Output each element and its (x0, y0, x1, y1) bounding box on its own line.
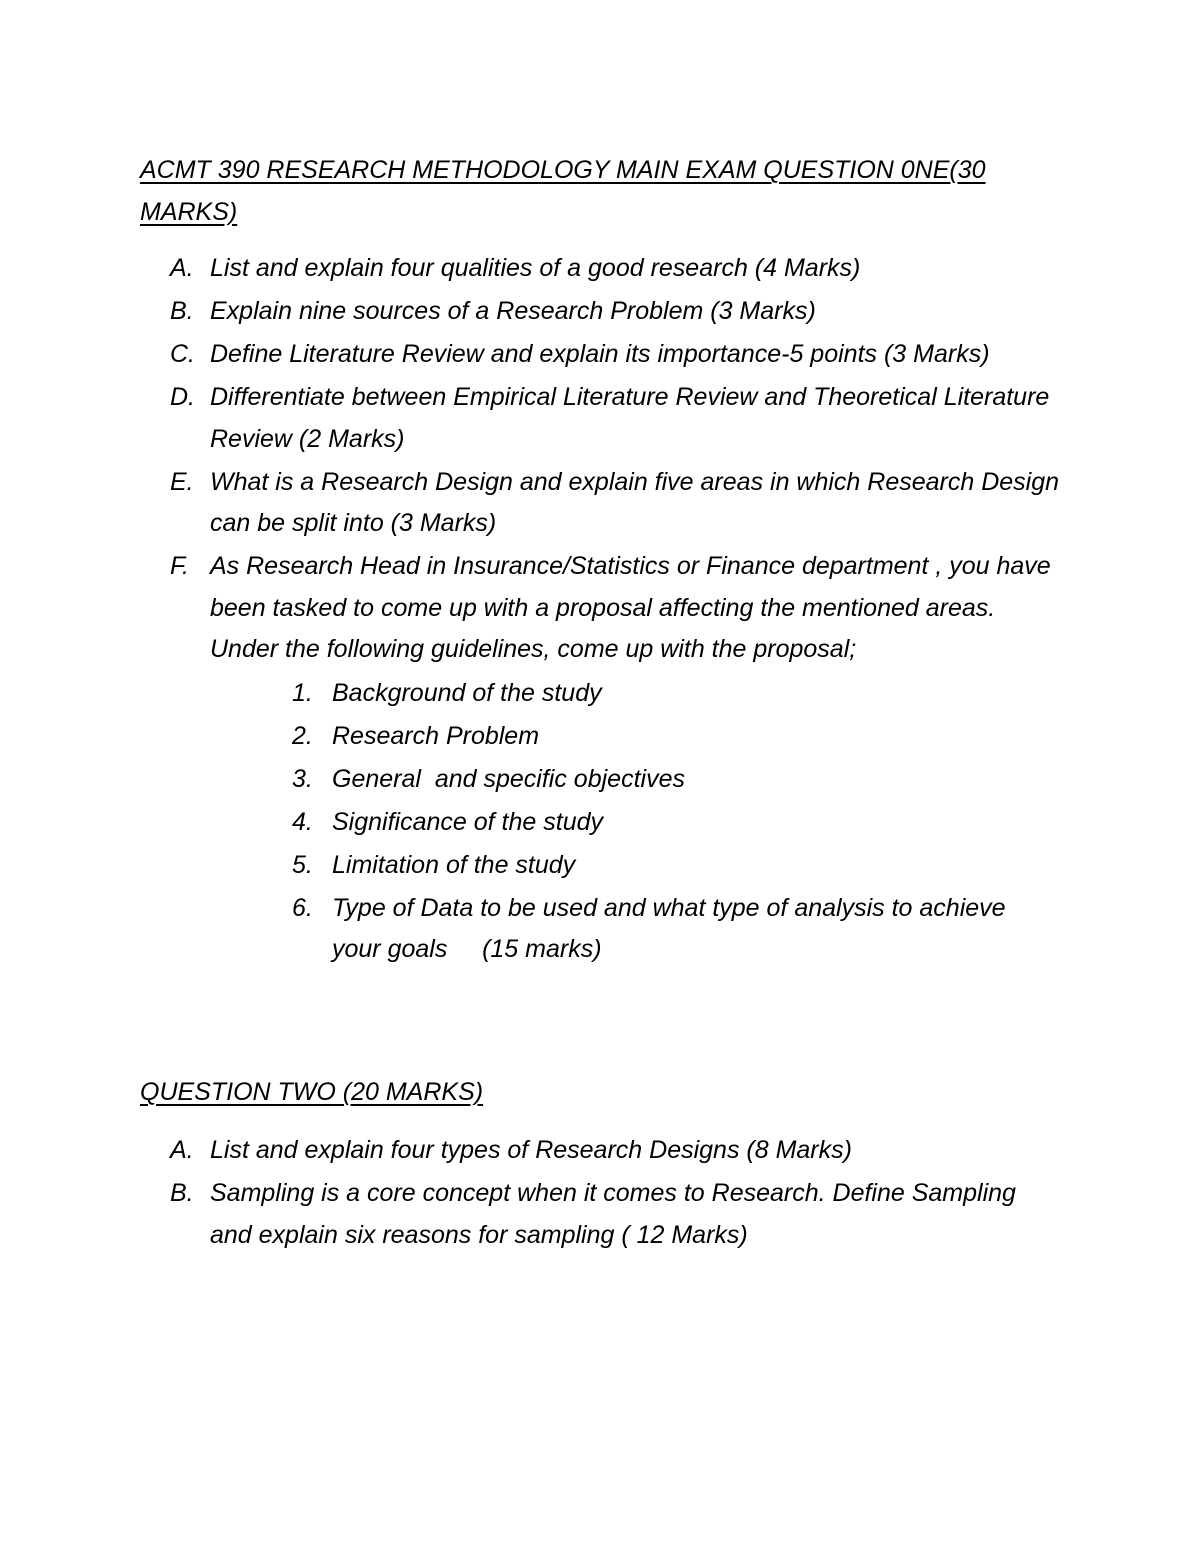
sublist-text: Research Problem (332, 721, 540, 750)
sublist-text: Type of Data to be used and what type of analysis to achieve your goals (15 marks) (332, 893, 1013, 963)
item-letter: B. (170, 1179, 194, 1207)
sublist-number: 1. (292, 678, 313, 707)
item-text: List and explain four types of Research Designs (8 Marks) (210, 1136, 852, 1164)
item-letter: A. (170, 1136, 194, 1164)
item-text: Define Literature Review and explain its importance-5 points (3 Marks) (210, 340, 990, 368)
item-text: Explain nine sources of a Research Problem (3 Marks) (210, 297, 816, 325)
question-two-heading: QUESTION TWO (20 MARKS) (140, 1078, 484, 1106)
item-text: List and explain four qualities of a good research (4 Marks) (210, 254, 861, 282)
sublist-item (292, 845, 1060, 887)
sublist-number: 3. (292, 764, 313, 793)
question-one-heading: ACMT 390 RESEARCH METHODOLOGY MAIN EXAM QUESTION 0NE(30 MARKS) (140, 156, 986, 226)
sublist-item (292, 673, 1060, 715)
item-text: What is a Research Design and explain five areas in which Research Design can be split into (3 Marks) (210, 467, 1060, 537)
list-item (170, 462, 1060, 545)
sublist-number: 6. (292, 893, 313, 922)
sublist-item (292, 716, 1060, 758)
item-text: Differentiate between Empirical Literature Review and Theoretical Literature Review (2 Marks) (210, 383, 1050, 453)
item-letter: D. (170, 383, 195, 411)
question-one-list (170, 248, 1060, 972)
sublist-text: General and specific objectives (332, 764, 685, 793)
sublist-text: Significance of the study (332, 807, 603, 836)
list-item (170, 291, 1060, 333)
sublist-item (292, 888, 1060, 971)
item-letter: C. (170, 340, 195, 368)
guideline-sublist (210, 673, 1060, 971)
item-letter: E. (170, 467, 194, 496)
sublist-text: Limitation of the study (332, 850, 576, 879)
item-text: Sampling is a core concept when it comes to Research. Define Sampling and explain six reasons for sampling ( 12 Marks) (210, 1179, 1016, 1249)
list-item (170, 334, 1060, 376)
list-item (170, 377, 1060, 460)
list-item (170, 248, 1060, 290)
sublist-item (292, 759, 1060, 801)
sublist-number: 2. (292, 721, 313, 750)
list-item (170, 1173, 1060, 1256)
item-text: As Research Head in Insurance/Statistics or Finance department , you have been tasked to come up with a proposal affecting the mentioned areas. Under the following guidelines, come up with the proposal; (210, 552, 1051, 663)
item-letter: A. (170, 254, 194, 282)
sublist-number: 4. (292, 807, 313, 836)
list-item (170, 1130, 1060, 1172)
sublist-text: Background of the study (332, 678, 602, 707)
item-letter: B. (170, 297, 194, 325)
sublist-number: 5. (292, 850, 313, 879)
item-letter: F. (170, 552, 189, 580)
sublist-item (292, 802, 1060, 844)
question-two-list (170, 1130, 1060, 1258)
list-item (170, 546, 1060, 971)
